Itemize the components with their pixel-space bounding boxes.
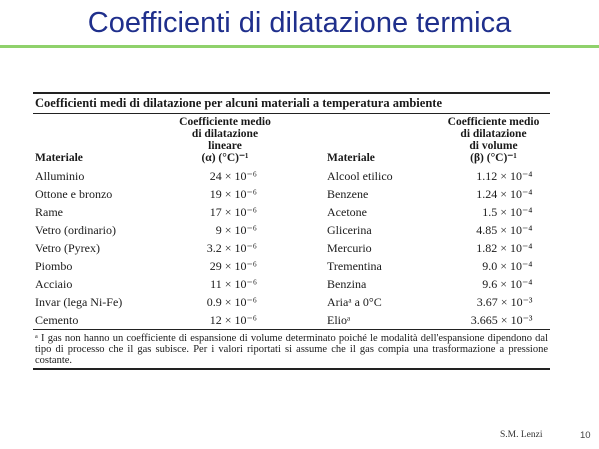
material-left: Acciaio — [35, 277, 73, 291]
table-row — [33, 275, 550, 293]
header-material-right — [295, 114, 437, 167]
linear-coefficient: 17 × 10⁻⁶ — [209, 205, 257, 219]
material-right: Ariaᵃ a 0°C — [327, 295, 382, 309]
material-right: Alcool etilico — [327, 169, 393, 183]
material-left: Invar (lega Ni-Fe) — [35, 295, 123, 309]
material-left: Rame — [35, 205, 63, 219]
header-volume-line1: Coefficiente medio — [447, 116, 540, 128]
linear-coefficient: 29 × 10⁻⁶ — [209, 259, 257, 273]
material-left: Cemento — [35, 313, 79, 327]
title-underline — [0, 45, 599, 48]
material-right: Elioᵃ — [327, 313, 351, 327]
table-footnote: ᵃ I gas non hanno un coefficiente di espansione di volume determinato poiché le modalità dell'espansione dipendono dal tipo di processo che il gas subisce. Per i valori riportati si assume che il gas compia una trasformazione a pressione costante. — [35, 333, 548, 366]
volume-coefficient: 9.6 × 10⁻⁴ — [482, 277, 533, 291]
table-row — [33, 257, 550, 275]
header-linear-coefficient — [155, 114, 295, 167]
table-row — [33, 311, 550, 329]
header-material-left-label: Materiale — [35, 152, 83, 164]
volume-coefficient: 1.24 × 10⁻⁴ — [476, 187, 533, 201]
table-caption: Coefficienti medi di dilatazione per alcuni materiali a temperatura ambiente — [35, 96, 442, 110]
volume-coefficient: 1.5 × 10⁻⁴ — [482, 205, 533, 219]
material-left: Alluminio — [35, 169, 85, 183]
volume-coefficient: 4.85 × 10⁻⁴ — [476, 223, 533, 237]
header-volume-line3: di volume — [469, 140, 518, 152]
header-linear-line3: lineare — [208, 140, 242, 152]
material-left: Vetro (ordinario) — [35, 223, 116, 237]
linear-coefficient: 9 × 10⁻⁶ — [215, 223, 257, 237]
header-linear-line2: di dilatazione — [191, 128, 259, 140]
coefficients-table — [33, 92, 550, 370]
volume-coefficient: 3.67 × 10⁻³ — [476, 295, 533, 309]
table-row — [33, 293, 550, 311]
table-row — [33, 203, 550, 221]
material-left: Piombo — [35, 259, 73, 273]
volume-coefficient: 1.12 × 10⁻⁴ — [476, 169, 533, 183]
linear-coefficient: 0.9 × 10⁻⁶ — [206, 295, 257, 309]
header-linear-unit: (α) (°C)⁻¹ — [201, 152, 249, 164]
volume-coefficient: 1.82 × 10⁻⁴ — [476, 241, 533, 255]
footnote-rule — [33, 368, 550, 370]
slide-title: Coefficienti di dilatazione termica — [87, 7, 512, 39]
table-row — [33, 221, 550, 239]
material-right: Glicerina — [327, 223, 372, 237]
header-volume-coefficient — [437, 114, 550, 167]
header-material-left — [33, 114, 155, 167]
linear-coefficient: 24 × 10⁻⁶ — [209, 169, 257, 183]
page-number: 10 — [580, 430, 591, 441]
table-row — [33, 167, 550, 185]
volume-coefficient: 3.665 × 10⁻³ — [470, 313, 533, 327]
linear-coefficient: 12 × 10⁻⁶ — [209, 313, 257, 327]
header-volume-line2: di dilatazione — [460, 128, 527, 140]
footer-author: S.M. Lenzi — [500, 430, 543, 440]
data-table — [33, 114, 550, 329]
header-row — [33, 114, 550, 167]
material-right: Mercurio — [327, 241, 372, 255]
linear-coefficient: 3.2 × 10⁻⁶ — [206, 241, 257, 255]
material-right: Trementina — [327, 259, 382, 273]
volume-coefficient: 9.0 × 10⁻⁴ — [482, 259, 533, 273]
linear-coefficient: 11 × 10⁻⁶ — [210, 277, 257, 291]
header-linear-line1: Coefficiente medio — [179, 116, 271, 128]
material-left: Vetro (Pyrex) — [35, 241, 100, 255]
table-row — [33, 185, 550, 203]
table-row — [33, 239, 550, 257]
material-right: Acetone — [327, 205, 367, 219]
header-material-right-label: Materiale — [327, 152, 375, 164]
header-volume-unit: (β) (°C)⁻¹ — [470, 152, 517, 164]
material-left: Ottone e bronzo — [35, 187, 113, 201]
material-right: Benzene — [327, 187, 369, 201]
linear-coefficient: 19 × 10⁻⁶ — [209, 187, 257, 201]
material-right: Benzina — [327, 277, 367, 291]
